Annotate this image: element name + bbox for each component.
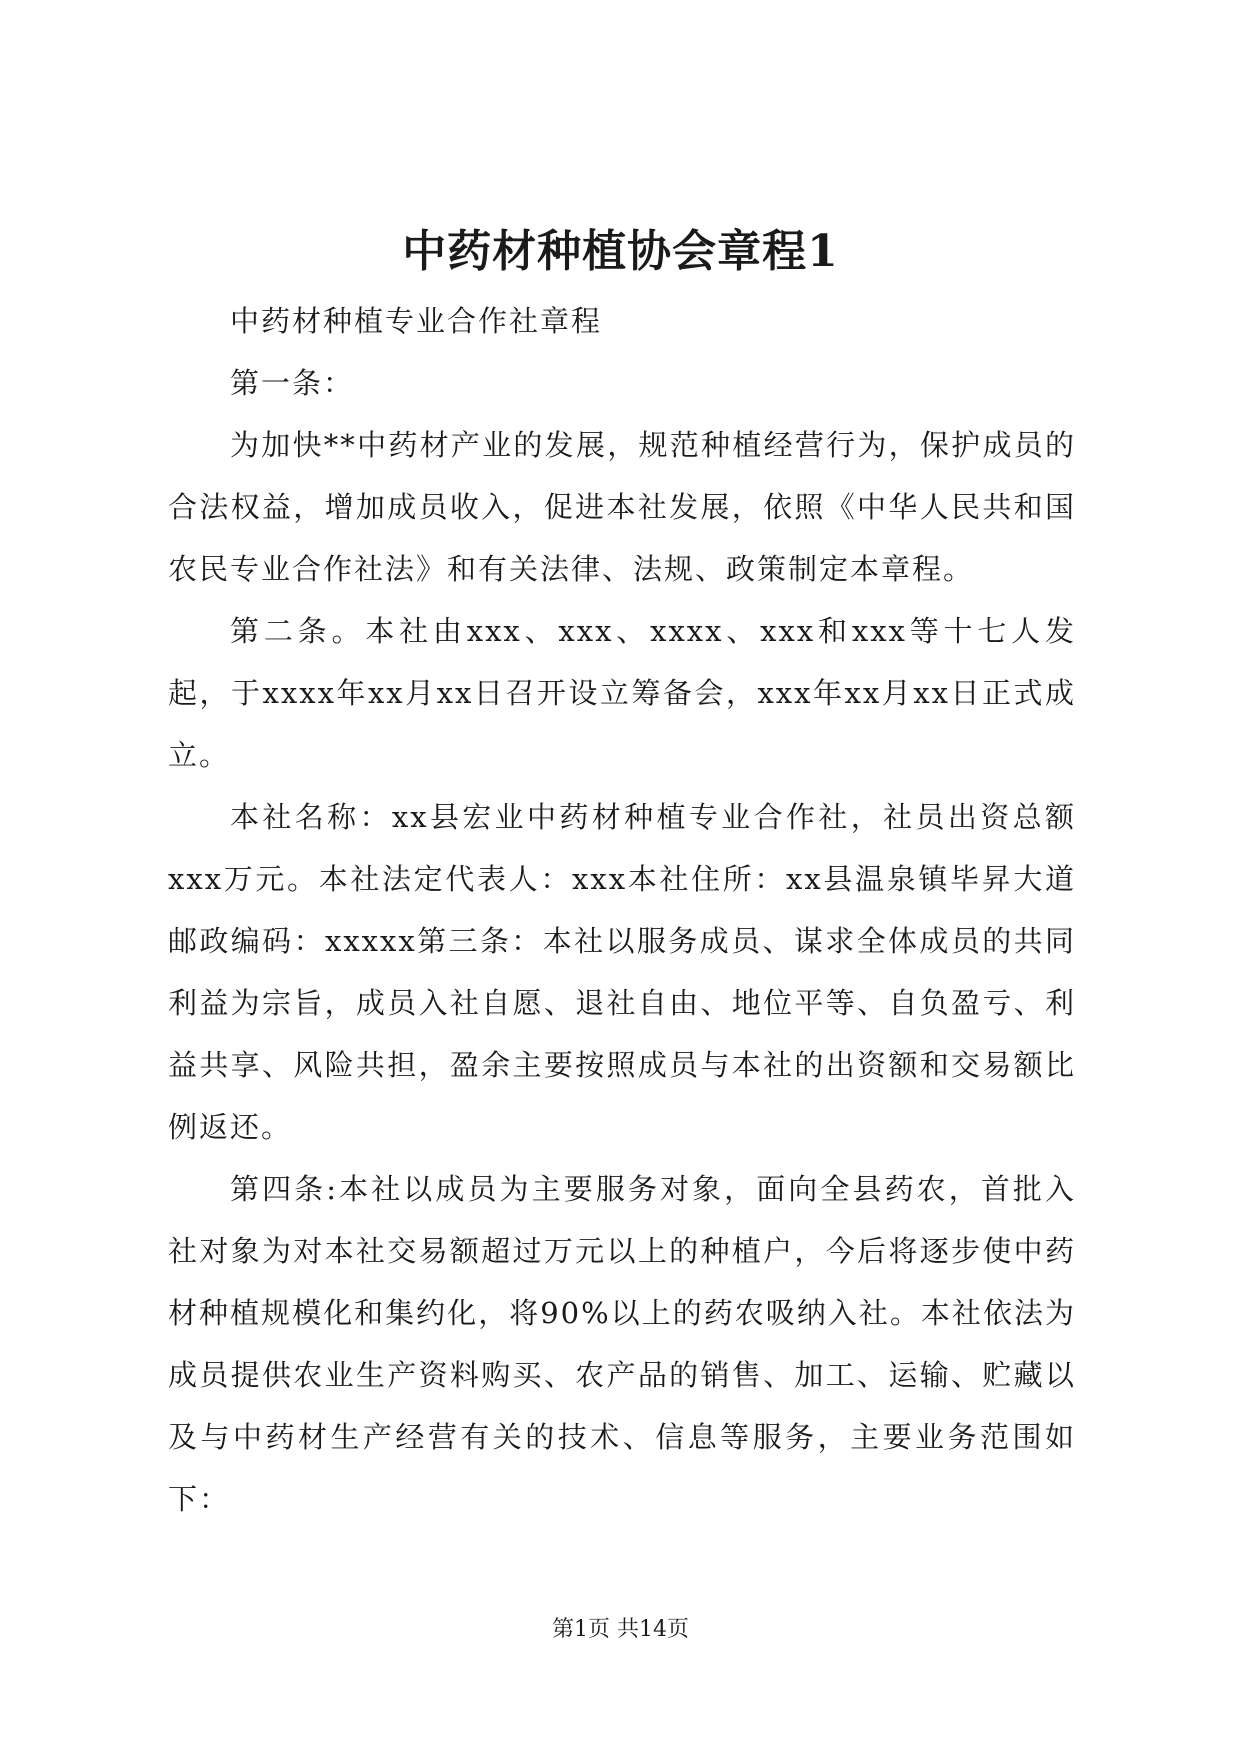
paragraph-name-and-article-3: 本社名称：xx县宏业中药材种植专业合作社，社员出资总额xxx万元。本社法定代表人：xxx本社住所：xx县温泉镇毕昇大道邮政编码：xxxxx第三条：本社以服务成员、谋求全体成员的共同利益为宗旨，成员入社自愿、退社自由、地位平等、自负盈亏、利益共享、风险共担，盈余主要按照成员与本社的出资额和交易额比例返还。: [168, 800, 1076, 1144]
paragraph-article-2: 第二条。本社由xxx、xxx、xxxx、xxx和xxx等十七人发起，于xxxx年xx月xx日召开设立筹备会，xxx年xx月xx日正式成立。: [168, 614, 1076, 772]
page-footer: 第1页 共14页: [552, 1617, 689, 1642]
paragraph-article-1-heading: 第一条：: [230, 366, 355, 400]
paragraph-subtitle: 中药材种植专业合作社章程: [230, 304, 603, 338]
paragraph-article-4: 第四条:本社以成员为主要服务对象，面向全县药农，首批入社对象为对本社交易额超过万元以上的种植户，今后将逐步使中药材种植规模化和集约化，将90%以上的药农吸纳入社。本社依法为成员提供农业生产资料购买、农产品的销售、加工、运输、贮藏以及与中药材生产经营有关的技术、信息等服务，主要业务范围如下：: [168, 1172, 1076, 1516]
document-body: [168, 290, 1076, 1530]
paragraph-article-1: 为加快**中药材产业的发展，规范种植经营行为，保护成员的合法权益，增加成员收入，促进本社发展，依照《中华人民共和国农民专业合作社法》和有关法律、法规、政策制定本章程。: [168, 428, 1076, 586]
document-title: 中药材种植协会章程1: [402, 226, 839, 277]
